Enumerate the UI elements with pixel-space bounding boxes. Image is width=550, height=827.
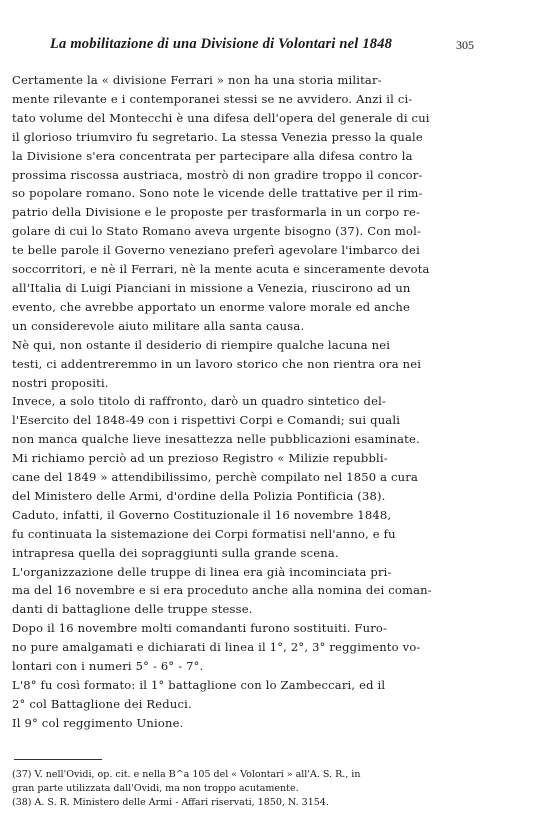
footnotes (12, 768, 480, 810)
footnote-line: (38) A. S. R. Ministero delle Armi - Affari riservati, 1850, N. 3154. (12, 797, 329, 808)
body-line: tato volume del Montecchi è una difesa dell'opera del generale di cui (12, 110, 430, 125)
footnote-line: gran parte utilizzata dall'Ovidi, ma non troppo acutamente. (12, 783, 299, 794)
body-line: soccorritori, e nè il Ferrari, nè la mente acuta e sinceramente devota (12, 262, 430, 277)
body-line: Invece, a solo titolo di raffronto, darò un quadro sintetico del- (12, 394, 387, 409)
footnote-line: (37) V. nell'Ovidi, op. cit. e nella B^a 105 del « Volontari » all'A. S. R., in (12, 769, 361, 780)
body-line: Certamente la « divisione Ferrari » non ha una storia militar- (12, 73, 382, 87)
running-header (0, 36, 550, 60)
footnote-rule (14, 759, 102, 760)
body-line: danti di battaglione delle truppe stesse. (12, 602, 253, 617)
body-line: patrio della Divisione e le proposte per trasformarla in un corpo re- (12, 205, 421, 220)
body-line: so popolare romano. Sono note le vicende delle trattative per il rim- (12, 186, 423, 201)
body-line: evento, che avrebbe apportato un enorme valore morale ed anche (12, 299, 411, 314)
body-line: Dopo il 16 novembre molti comandanti furono sostituiti. Furo- (12, 621, 388, 636)
body-line: Il 9° col reggimento Unione. (12, 715, 184, 730)
body-line: il glorioso triumviro fu segretario. La stessa Venezia presso la quale (12, 129, 423, 144)
body-line: l'Esercito del 1848-49 con i rispettivi Corpi e Comandi; sui quali (12, 413, 401, 428)
body-text (12, 71, 476, 733)
body-line: fu continuata la sistemazione dei Corpi formatisi nell'anno, e fu (12, 526, 396, 541)
body-line: golare di cui lo Stato Romano aveva urgente bisogno (37). Con mol- (12, 224, 422, 239)
body-line: L'8° fu così formato: il 1° battaglione con lo Zambeccari, ed il (12, 678, 386, 692)
body-line: ma del 16 novembre e si era proceduto anche alla nomina dei coman- (12, 583, 432, 598)
body-line: no pure amalgamati e dichiarati di linea il 1°, 2°, 3° reggimento vo- (12, 640, 421, 655)
running-title: La mobilitazione di una Divisione di Volontari nel 1848 (50, 36, 393, 52)
body-line: intrapresa quella dei sopraggiunti sulla grande scena. (12, 545, 339, 560)
body-line: non manca qualche lieve inesattezza nelle pubblicazioni esaminate. (12, 432, 420, 447)
body-line: lontari con i numeri 5° - 6° - 7°. (12, 659, 204, 674)
body-line: prossima riscossa austriaca, mostrò di non gradire troppo il concor- (12, 167, 423, 182)
body-line: del Ministero delle Armi, d'ordine della Polizia Pontificia (38). (12, 488, 386, 503)
body-line: L'organizzazione delle truppe di linea era già incominciata pri- (12, 564, 392, 579)
body-line: mente rilevante e i contemporanei stessi se ne avvidero. Anzi il ci- (12, 91, 413, 106)
body-line: nostri propositi. (12, 375, 109, 390)
body-line: cane del 1849 » attendibilissimo, perchè compilato nel 1850 a cura (12, 470, 419, 485)
page-number: 305 (456, 38, 474, 52)
body-line: te belle parole il Governo veneziano preferì agevolare l'imbarco dei (12, 243, 420, 258)
body-line: Mi richiamo perciò ad un prezioso Registro « Milizie repubbli- (12, 451, 388, 466)
body-line: un considerevole aiuto militare alla santa causa. (12, 318, 305, 333)
body-line: all'Italia di Luigi Pianciani in missione a Venezia, riuscirono ad un (12, 280, 411, 295)
body-line: la Divisione s'era concentrata per partecipare alla difesa contro la (12, 148, 413, 163)
body-line: Caduto, infatti, il Governo Costituzionale il 16 novembre 1848, (12, 507, 392, 522)
body-line: Nè qui, non ostante il desiderio di riempire qualche lacuna nei (12, 337, 391, 352)
body-line: testi, ci addentreremmo in un lavoro storico che non rientra ora nei (12, 356, 422, 371)
body-line: 2° col Battaglione dei Reduci. (12, 696, 192, 711)
